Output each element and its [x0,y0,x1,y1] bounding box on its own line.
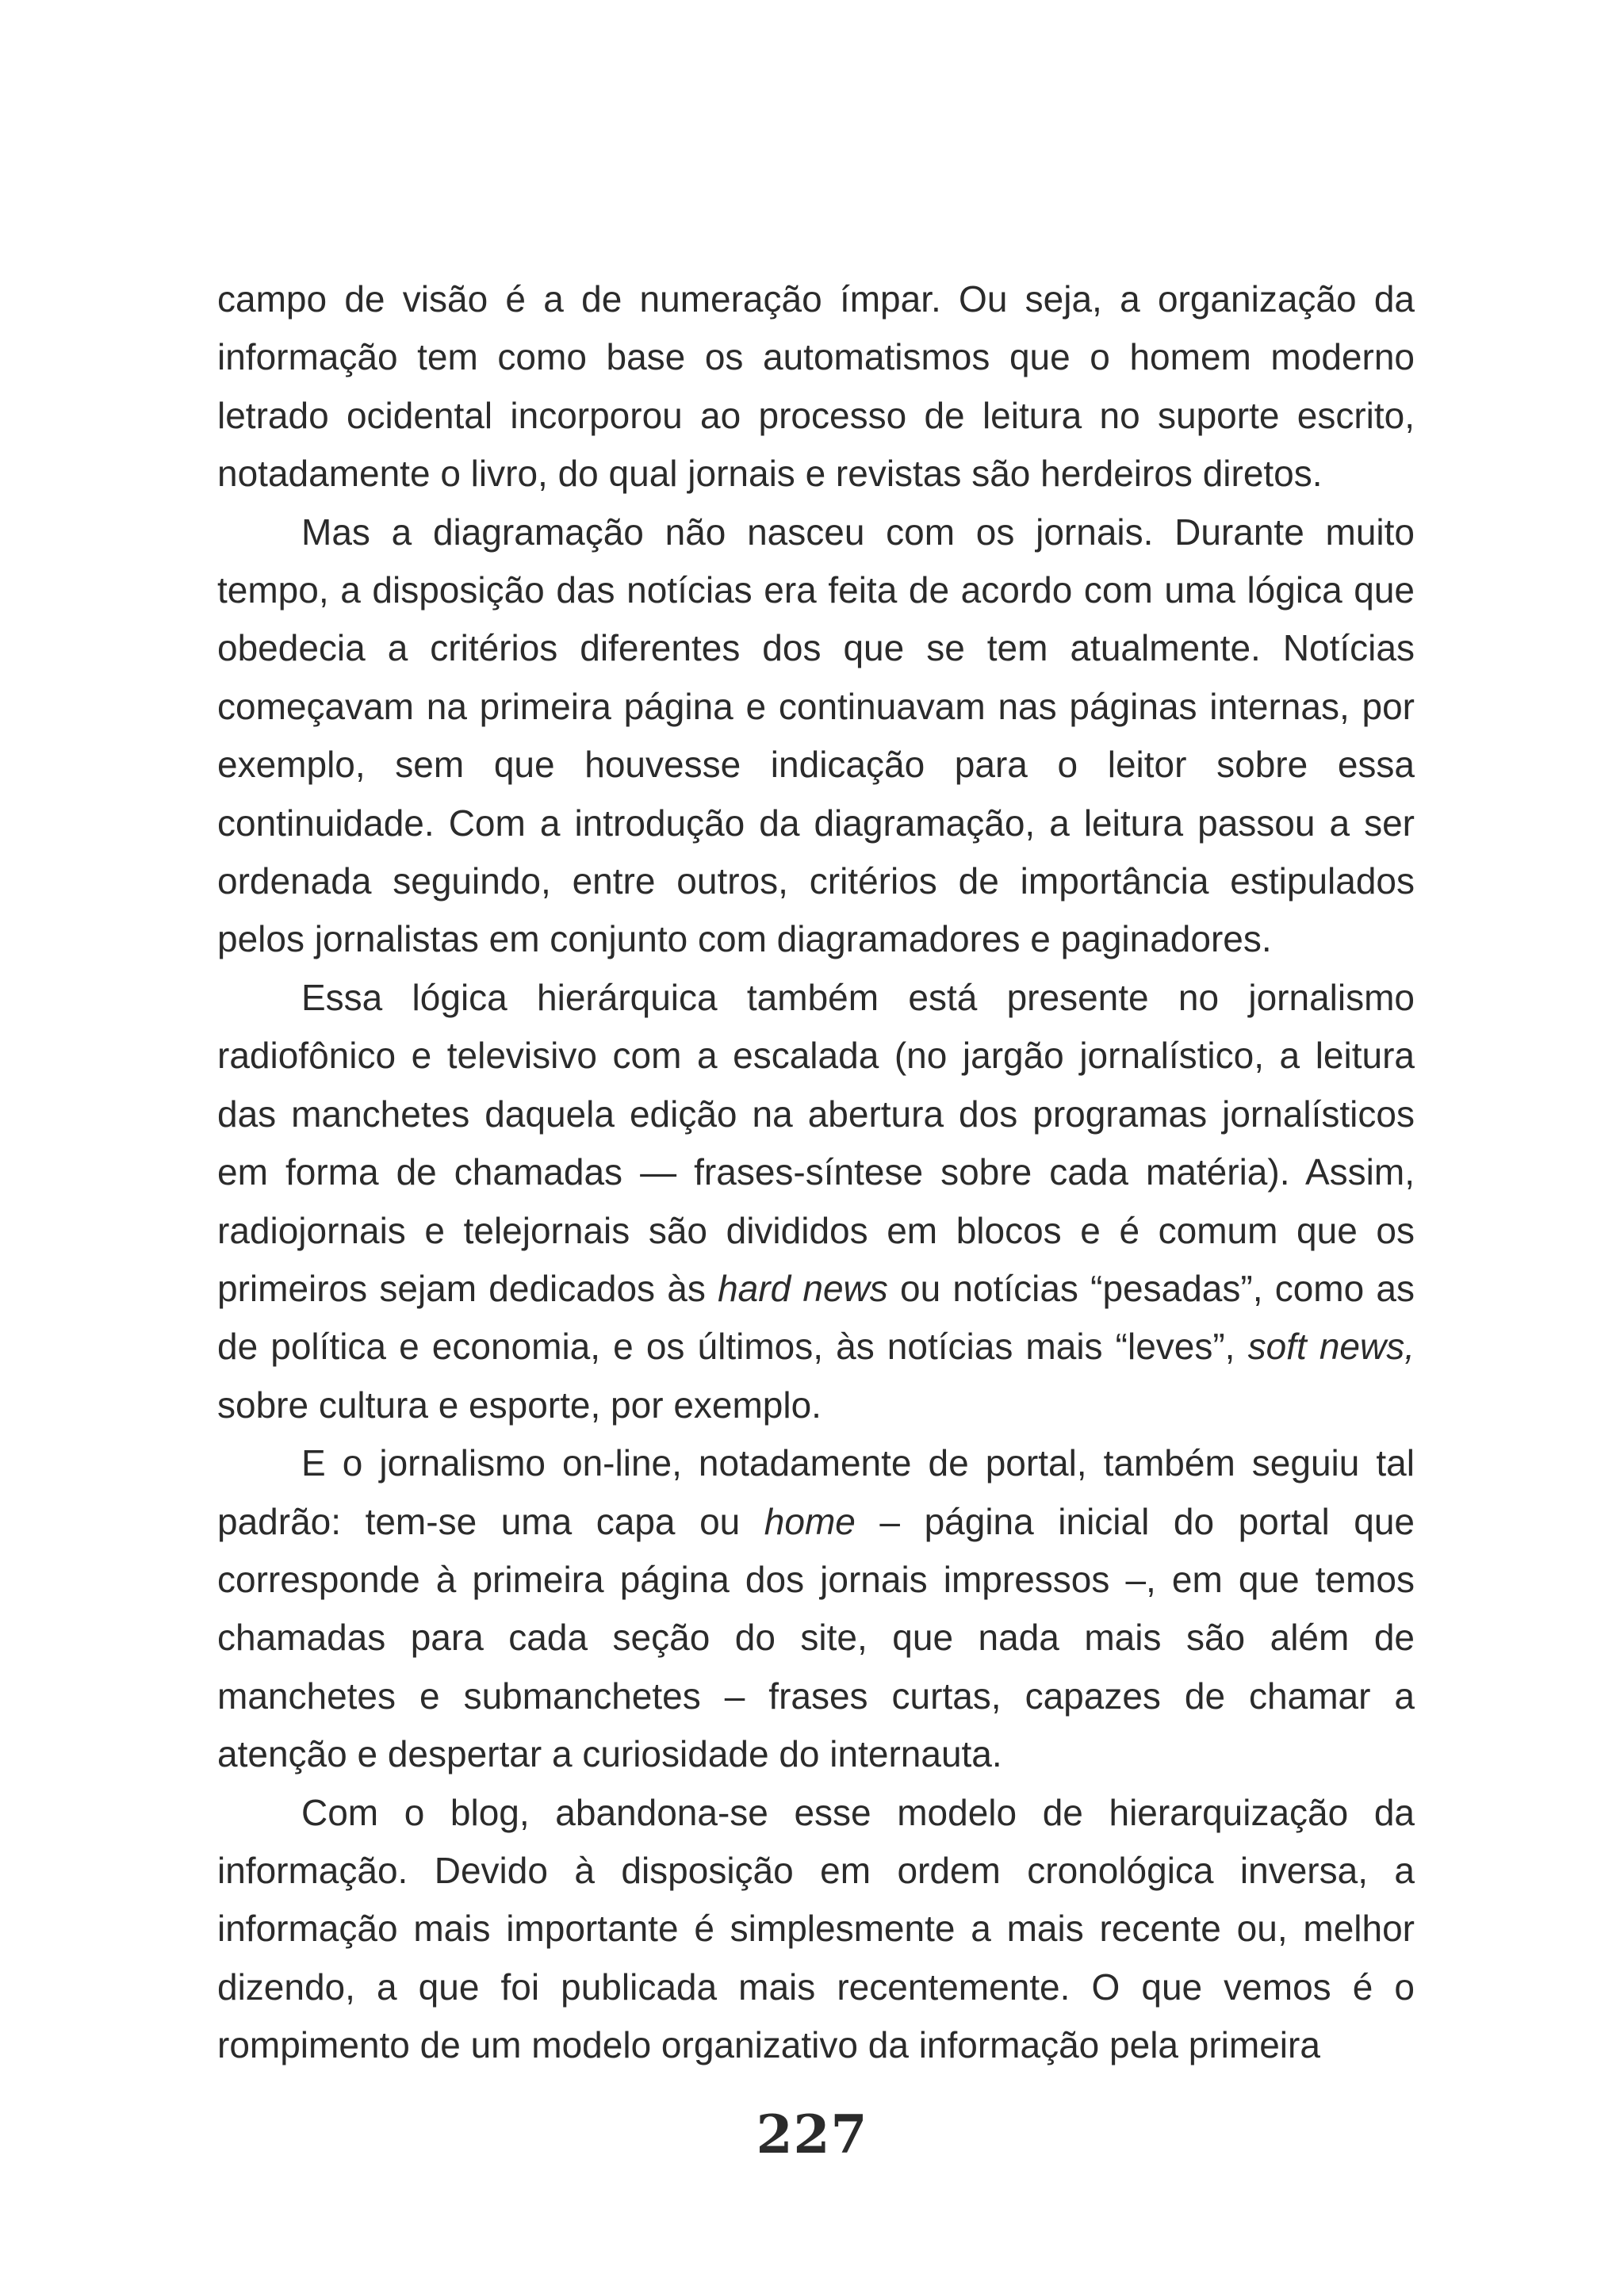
text-run: sobre cultura e esporte, por exemplo. [217,1384,822,1426]
paragraph-4 [217,1434,1415,1783]
text-run: campo de visão é a de numeração ímpar. Ou seja, a organização da informação tem como base os automatismos que o homem moderno letrado ocidental incorporou ao processo de leitura no suporte escrito, notadamente o livro, do qual jornais e revistas são herdeiros diretos. [217,278,1415,495]
text-run: E o jornalismo on-line, notadamente de portal, também seguiu tal padrão: tem-se uma capa ou [217,1442,1415,1542]
paragraph-3 [217,969,1415,1434]
page-number: 227 [756,2104,868,2165]
text-run: Mas a diagramação não nasceu com os jornais. Durante muito tempo, a disposição das notícias era feita de acordo com uma lógica que obedecia a critérios diferentes dos que se tem atualmente. Notícias começavam na primeira página e continuavam nas páginas internas, por exemplo, sem que houvesse indicação para o leitor sobre essa continuidade. Com a introdução da diagramação, a leitura passou a ser ordenada seguindo, entre outros, critérios de importância estipulados pelos jornalistas em conjunto com diagramadores e paginadores. [217,511,1415,960]
body-text [217,270,1415,2075]
text-run: Essa lógica hierárquica também está presente no jornalismo radiofônico e televisivo com a escalada (no jargão jornalístico, a leitura das manchetes daquela edição na abertura dos programas jornalísticos em forma de chamadas — frases-síntese sobre cada matéria). Assim, radiojornais e telejornais são divididos em blocos e é comum que os primeiros sejam dedicados às [217,976,1415,1309]
italic-term: home [764,1500,856,1542]
text-run: ou notícias “pesadas”, como as de política e economia, e os últimos, às notícias mais “leves”, [217,1267,1415,1368]
paragraph-5 [217,1784,1415,2075]
paragraph-1 [217,270,1415,503]
paragraph-2 [217,503,1415,969]
text-run: – página inicial do portal que corresponde à primeira página dos jornais impressos –, em que temos chamadas para cada seção do site, que nada mais são além de manchetes e submanchetes – frases curtas, capazes de chamar a atenção e despertar a curiosidade do internauta. [217,1500,1415,1775]
italic-term: soft news, [1247,1326,1415,1368]
text-run: Com o blog, abandona-se esse modelo de hierarquização da informação. Devido à disposição em ordem cronológica inversa, a informação mais importante é simplesmente a mais recente ou, melhor dizendo, a que foi publicada mais recentemente. O que vemos é o rompimento de um modelo organizativo da informação pela primeira [217,1791,1415,2066]
italic-term: hard news [718,1267,888,1309]
